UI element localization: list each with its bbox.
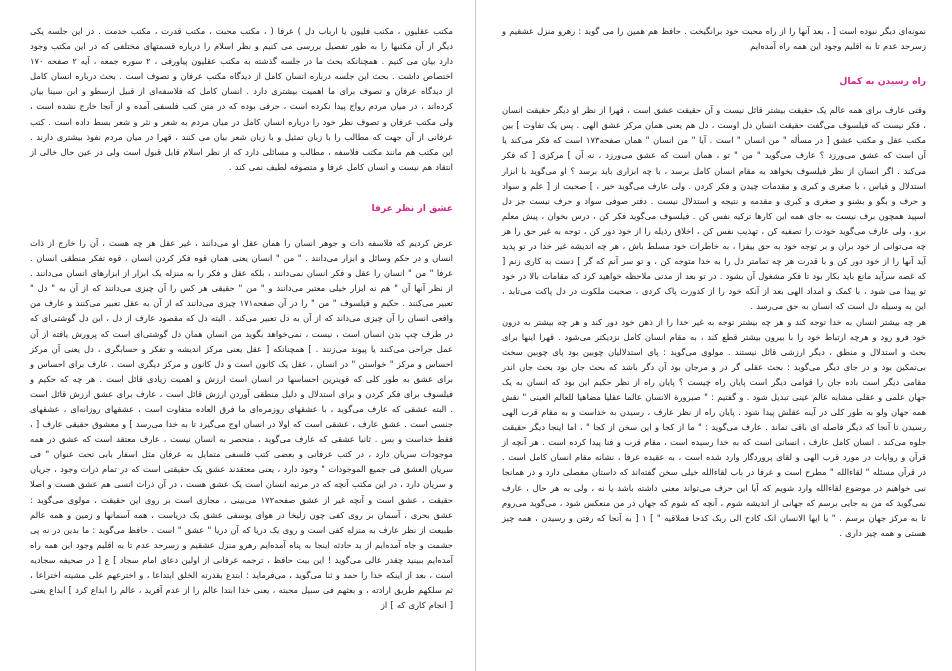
right-paragraph-1: نمونه‌ای دیگر نبوده است [ ، بعد آنها را از راه محبت خود برانگیخت . حافظ هم همین را می گوید : رهرو منزل عشقیم و زسرحد عدم تا به اقلیم وجود این همه راه آمده‌ایم xyxy=(502,26,926,52)
right-page xyxy=(476,0,952,671)
left-section-heading: عشق از نظر عرفا xyxy=(371,202,453,214)
right-paragraph-2: وقتی عارف برای همه عالم یک حقیقت بیشتر قائل نیست و آن حقیقت عشق است ، قهرا از نظر او دیگر حقیقت انسان ، فکر نیست که فیلسوف می‌گفت حقیقت انسان دل اوست ، دل هم یعنی همان مرکز عشق الهی . پس یک تفاوت ] بین مکتب عقل و مکتب عشق [ در مسأله " من انسان " است . آیا " من انسان " همان صفحه۱۷۳ است که فکر می‌کند یا آن است که عشق می‌ورزد ؟ عارف می‌گوید " من " تو ، همان است که عشق می‌ورزد ، نه آن ] مرکزی [ که فکر می‌کند . اگر انسان از نظر فیلسوف بخواهد به مقام انسان کامل برسد ، با چه ابزاری باید برسد ؟ او می‌گوید با ابزار استدلال و قیاس ، با صغری و کبری و مقدمات چیدن و فکر کردن . ولی عارف می‌گوید خیر ، ] صحبت از [ علم و سواد و حرف و بگو و بشنو و صغری و کبری و مقدمه و نتیجه و استدلال نیست . دفتر صوفی سواد و حرف نیست جز دل اسپید همچون برف نیست به جای همه این کارها ترکیه نفس کن . فیلسوف می‌گوید فکر کن ، درس بخوان ، پیش معلم برو ، ولی عارف می‌گوید خودت را تصفیه کن ، تهذیب نفس کن ، اخلاق رذیله را از خود دور کن ، توجه به غیر حق را هر چه می‌توانی از خود بران و بر توجه خود به حق بیفزا ، به خاطرات خود مسلط باش ، هر چه اندیشه غیر خدا در تو پدید آید آنها را از خود دور کن و با قدرت هر چه تمامتر دل را به خدا متوجه کن ، و تو سر آنم که گر ] دست به کاری زنم [ که غصه سرآید مانع باید بکار بود تا فکر مشغول آن بشود . در تو بعد از مدتی ملاحظه خواهید کرد که مقامات بالا در خود تو پیدا می شود ، با کمک و امداد الهی بعد از آنکه خود را از کدورت پاک کردی ، صحبت ملکوت در دل پاکت می‌تابد ، این به وسیله دل است که انسان به حق می‌رسد . xyxy=(502,105,926,312)
right-paragraph-3: هر چه بیشتر انسان به خدا توجه کند و هر چه بیشتر توجه به غیر خدا را از ذهن خود دور کند و هر چه بیشتر به درون خود فرو رود و هرچه ارتباط خود را با بیرون بیشتر قطع کند ، به مقام انسان کامل نزدیکتر می‌شود . قهرا اینها برای بحث و استدلال و منطق ، دیگر ارزشی قائل نیستند . مولوی می‌گوید : پای استدلالیان چوبین بود پای چوبین سخت بی‌تمکین بود و در جای دیگر می‌گوید : بحث عقلی گر در و مرجان بود آن دگر باشد که بحث جان بود بحث جان اندر مقامی دیگر است باده جان را قوامی دیگر است پایان راه چیست ؟ پایان راه از نظر حکیم این بود که انسان به یک جهان علمی و عقلی مشابه عالم عینی تبدیل شود . و گفتیم : " صیرورة الانسان عالما عقلیا مضاهیا للعالم العینی " نقش همه جهان ولو به طور کلی در آینه عقلش پیدا شود . پایان راه از نظر عارف ، رسیدن به خداست و به مقام قرب الهی رسیدن تا آنجا که دیگر فاصله ای باقی نماند . عارف می‌گوید : " ما از کجا و این سخن از کجا " ، اما اینجا دیگر حقیقت جلوه می‌کند . انسان کامل عارف ، انسانی است که به خدا رسیده است ، مقام قرب و فنا پیدا کرده است . هر آنچه از قرآن و روایات در مورد قرب الهی و لقای پروردگار وارد شده است ، به عقیده عرفا ، نشانه مقام انسان کامل است . در قرآن مسئله " لقاءالله " مطرح است و عرفا در باب لقاءالله خیلی سخن گفته‌اند که داستان مفصلی دارد و در همانجا نبی خواهیم در موضوع لقاءالله وارد شویم که آیا این حرف می‌تواند معنی داشته باشد یا نه ، ولی به هر حال ، عارف نمی‌گوید که من به جایی برسم که جهانی از اندیشه شوم ، آنچه که شوم که جهان در من منعکس شود ، می‌گوید می‌روم تا به مرکز جهان برسم . " یا ایها الانسان انک کادح الی ربک کدحا فملاقیه " ] ۱ [ به آنجا که رفتن و رسیدن ، همه چیز هستی و همه چیز داری . xyxy=(502,316,926,538)
left-paragraph-1: مکتب عقلیون ، مکتب فلیون یا ارباب دل ) عرفا ( ، مکتب محبت ، مکتب قدرت ، مکتب خدمت . در این جلسه یکی دیگر از آن مکتبها را به طور تفصیل بررسی می کنیم و نظر اسلام را درباره قسمتهای مختلفی که در این مکتب وجود دارد بیان می کنیم . همچنانکه بحث ما در جلسه گذشته به مکتب عقلیون پیاورفی ، ۲ سوره جمعه ، آیه ۲ صفحه ۱۷۰ اختصاص داشت . بحث این جلسه درباره انسان کامل از دیدگاه مکتب عرفان و تصوف است . بحث درباره انسان کامل از دیدگاه عرفان و تصوف برای ما اهمیت بیشتری دارد . انسان کامل که فلاسفه‌ای از قبیل ارسطو و ابن سینا بیان کرده‌اند ، در میان مردم رواج پیدا نکرده است ، حرفی بوده که در متن کتب فلسفی آمده و از آنجا خارج نشده است ، ولی مکتب عرفان و تصوف نظر خود را درباره انسان کامل در میان مردم به شعر و نثر و شعر بسط داده است . کتب عرفانی از آن جهت که مطالب را با زبان تمثیل و با زبان شعر بیان می کنند ، قهرا در میان مردم نفوذ بیشتری دارند . این مکتب هم مانند مکتب فلاسفه ، مطالب و مسائلی دارد که از نظر اسلام قابل قبول است ولی در عین حال خالی از انتقاد هم نیست و انسان کامل عرفا و متصوفه لطیف نمی کند . xyxy=(30,26,453,172)
right-section-heading: راه رسیدن به کمال xyxy=(839,76,926,88)
left-paragraph-2: عرض کردیم که فلاسفه ذات و جوهر انسان را همان عقل او می‌دانند ، غیر عقل هر چه هست ، آن را خارج از ذات انسان و در حکم وسائل و ابزار می‌دانند . " من " انسان یعنی همان قوه فکر کردن انسان ، قوه تفکر منطقی انسان . عرفا " من " انسان را عقل و فکر انسان نمی‌دانند ، بلکه عقل و فکر را به منزله یک ابزار از ابزارهای انسان می‌دانند . از نظر آنها آن " هم نه ابزار خیلی معتبر می‌دانند و " من " حقیقی هر کس را آن چیزی می‌دانند که از آن به " دل " تعبیر می‌کنند . حکیم و فیلسوف " من " را در آن صفحه۱۷۱ چیزی می‌دانند که از آن به عقل تعبیر می‌کنند و عارف من واقعی انسان را آن چیزی می‌داند که از آن به دل تعبیر می‌کند . البته دل که مقصود عارف از دل ، این دل گوشتی‌ای که در طرف چپ بدن انسان است ، نیست ، نمی‌خواهد بگوید من انسان همان دل گوشتی‌ای است که پرورش یافته از آن عمل جراحی می‌کنند یا پیوند می‌زنند . ] همچنانکه [ عقل یعنی مرکز اندیشه و تفکر و حسابگری ، دل یعنی آن مرکز احساس و مرکز " خواستن " در انسان ، عقل یک کانون است و دل کانون و مرکز دیگری است . عارف برای احساس و برای عشق به طور کلی که قویترین احساسها در انسان است ارزش و اهمیت زیادی قائل است . هر چه که حکیم و فیلسوف برای فکر کردن و برای استدلال و دلیل منطقی آوردن ارزش قائل است ، عارف برای عشق ارزش قائل است . البته عشقی که عارف می‌گوید ، با عشقهای روزمره‌ای ما فرق العاده متفاوت است ، عشقهای روزانه‌ای ، عشقهای جنسی است . عشق عارف ، عشقی است که اولا در انسان اوج می‌گیرد تا به خدا می‌رسد ] و معشوق حقیقی عارف [ ، فقط خداست و بس . ثانیا عشقی که عارف می‌گوید ، منحصر به انسان نیست ، عارف معتقد است که عشق در همه موجودات سریان دارد ، در کتب عرفانی و بعضی کتب فلسفی متمایل به عرفان مثل اسفار بابی تحت عنوان " فی سریان العشق فی جمیع الموجودات " وجود دارد ، یعنی معتقدند عشق یک حقیقتی است که در تمام ذرات وجود ، جریان و سریان دارد ، در این مکتب آنچه که در مرتبه انسان است یک عشق هست ، در آن ذرات انسی هم عشق هست و اصلا حقیقت ، عشق است و آنچه غیر از عشق صفحه۱۷۲ می‌بینی ، مجازی است بر روی این حقیقت ، مولوی می‌گوید : عشق بحری ، آسمان بر روی کفی چون زلیخا در هوای یوسفی عشق یک دریاست ، همه آسمانها و زمین و همه عالم طبیعت از نظر عارف به منزله کفی است و روی یک دریا که آن دریا " عشق " است . حافظ می‌گوید : ما بدین در نه پی حشمت و جاه آمده‌ایم از بد حادثه اینجا به پناه آمده‌ایم رهرو منزل عشقیم و زسرحد عدم تا به اقلیم وجود این همه راه آمده‌ایم ببینید چقدر عالی می‌گوید ! این بیت حافظ ، ترجمه عرفانی از اولین دعای امام سجاد ] ع [ در صحیفه سجادیه است ، بعد از اینکه خدا را حمد و ثنا می‌گوید ، می‌فرماید : ابتدع بقدرته الخلق ابتداعا ، و اخترعهم علی مشیته اختراعا ، ثم سلکهم طریق ارادته ، و بعثهم فی سبیل محبته ، یعنی خدا ابتدا عالم را از عدم آفرید ، عالم را ابداع کرد ] ابداع یعنی [ انجام کاری که ] از xyxy=(30,237,454,611)
